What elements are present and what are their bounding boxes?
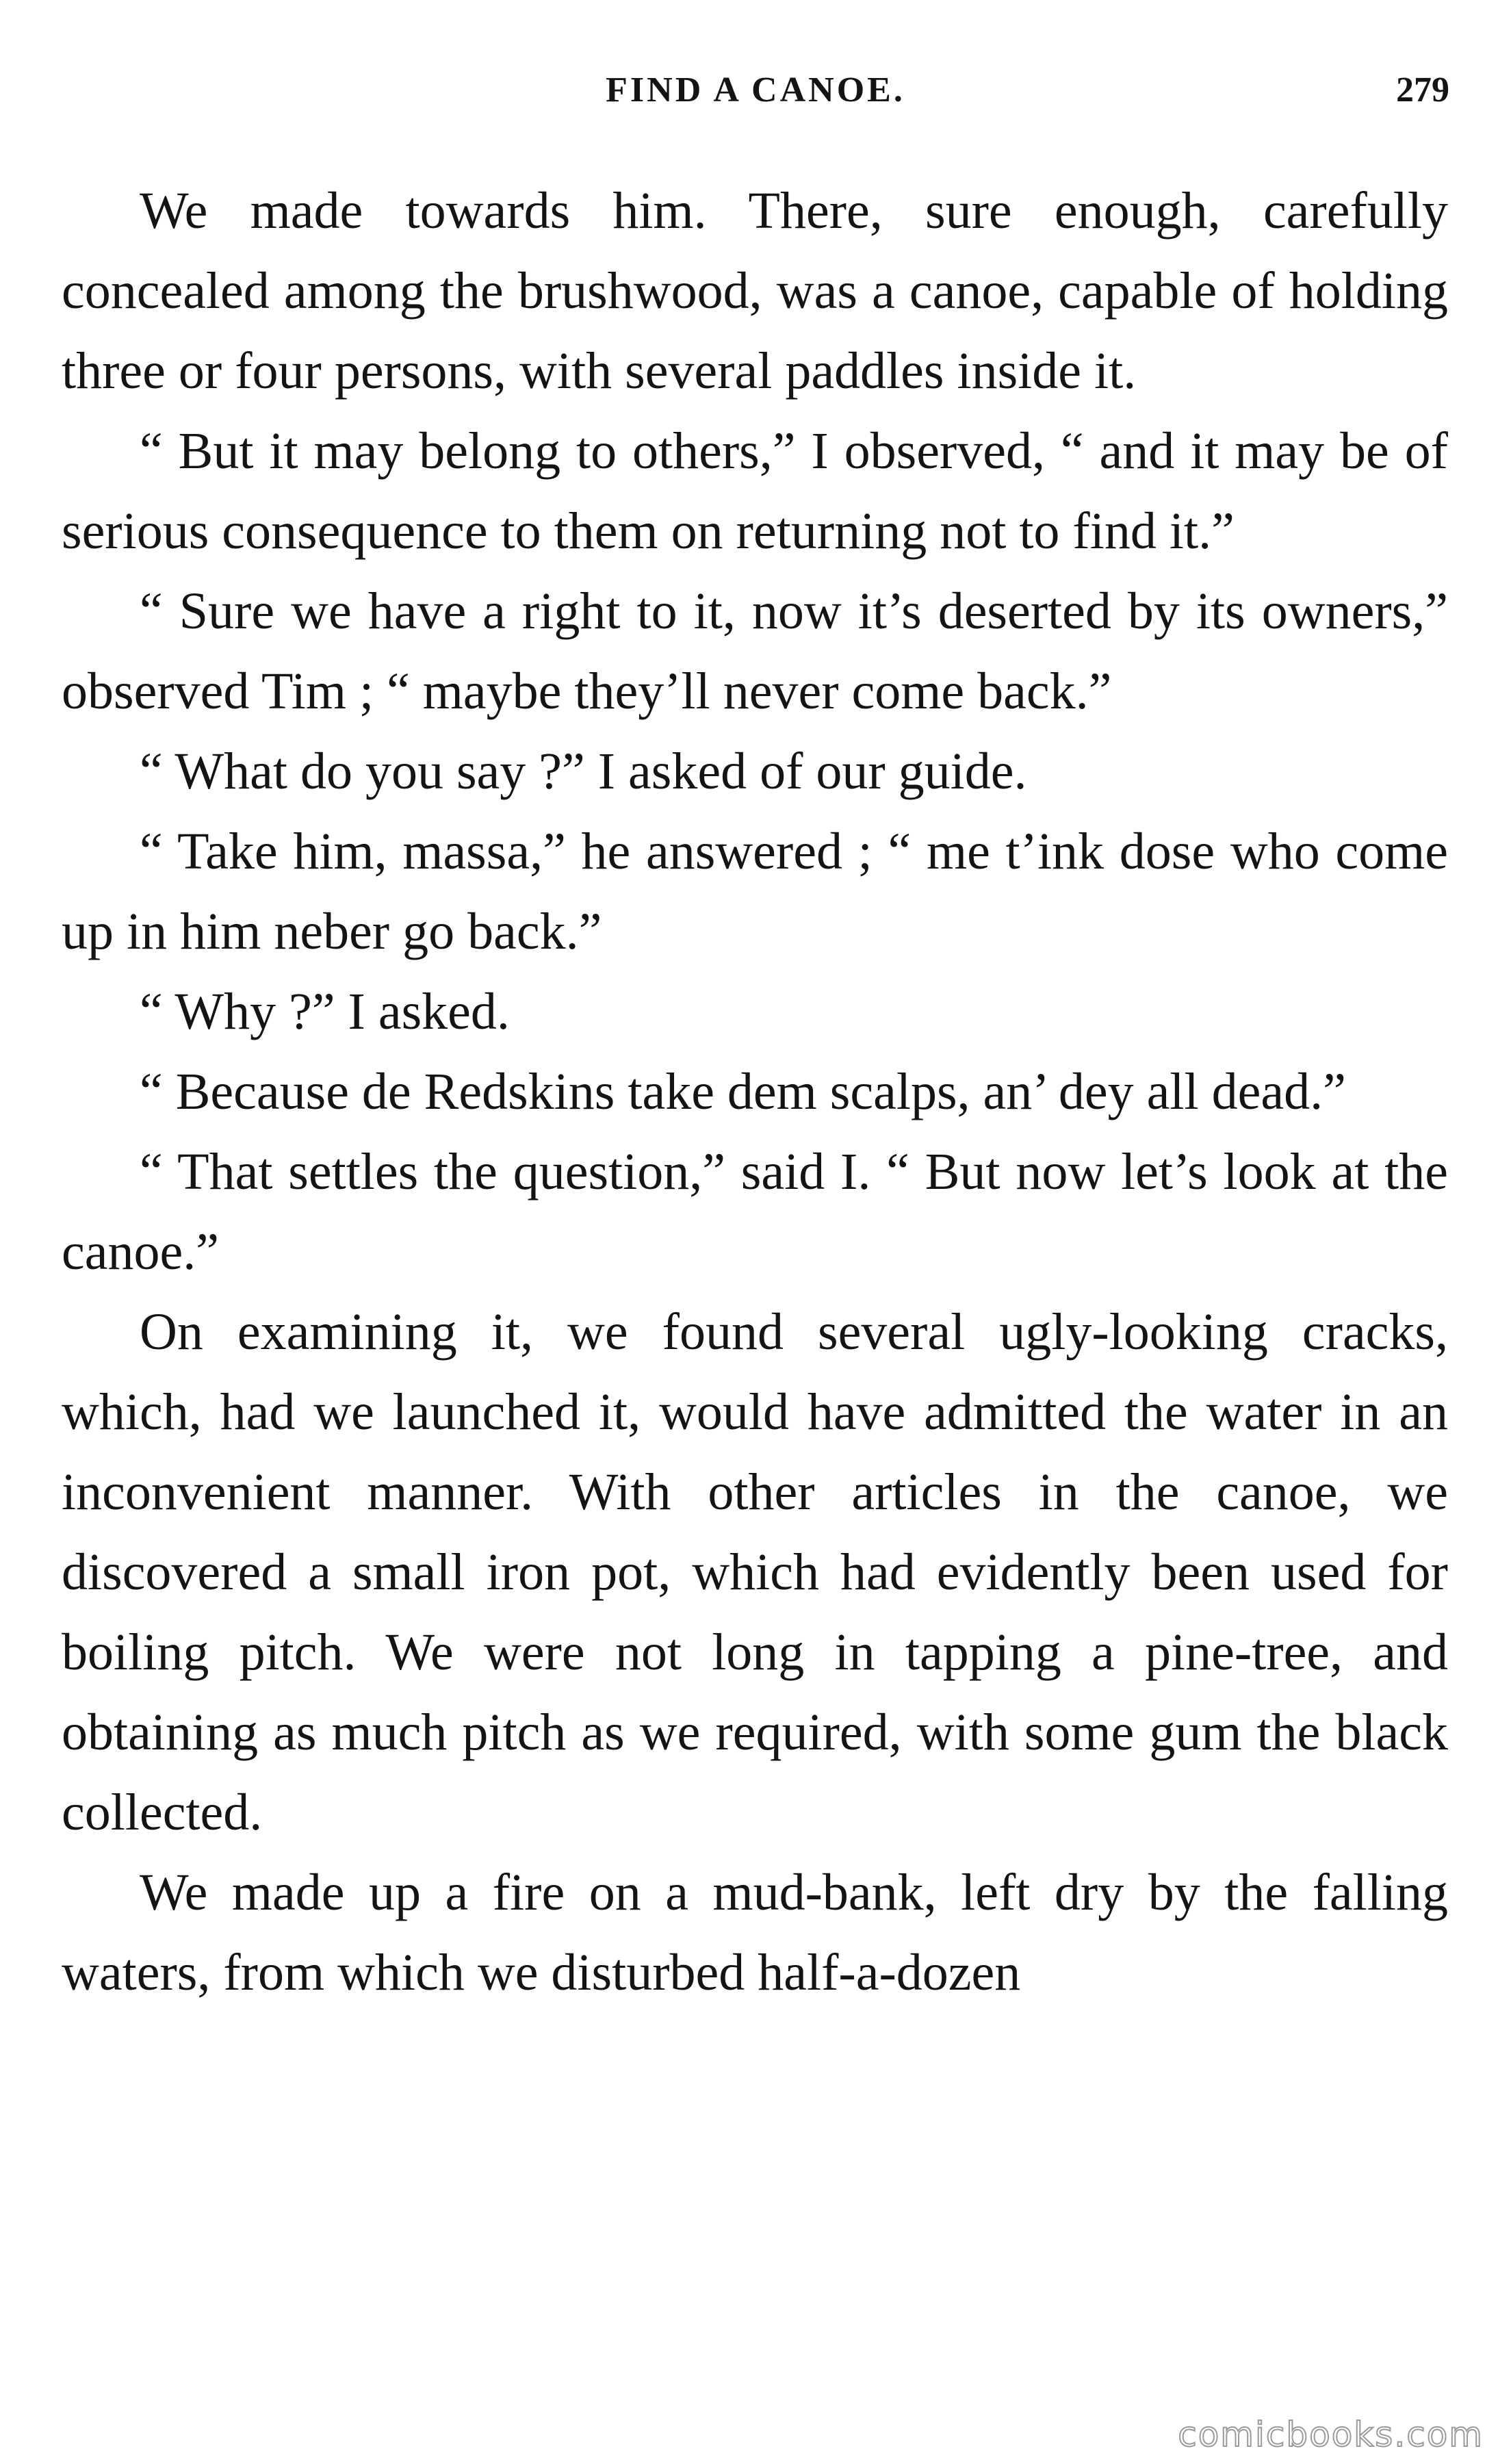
paragraph: “ That settles the question,” said I. “ But now let’s look at the canoe.” — [62, 1143, 1448, 1281]
paragraph: “ But it may belong to others,” I observed, “ and it may be of serious consequence to them on returning not to find it.” — [62, 422, 1448, 560]
watermark: comicbooks.com — [1178, 2415, 1484, 2454]
body-text — [62, 171, 1448, 2013]
page-number: 279 — [1396, 70, 1449, 110]
paragraph: “ What do you say ?” I asked of our guide. — [140, 743, 1027, 800]
paragraph: “ Why ?” I asked. — [140, 983, 510, 1040]
paragraph: “ Sure we have a right to it, now it’s deserted by its owners,” observed Tim ; “ maybe they’ll never come back.” — [62, 582, 1448, 720]
paragraph: We made up a fire on a mud-bank, left dry by the falling waters, from which we disturbed half-a-dozen — [62, 1864, 1448, 2001]
running-head — [62, 63, 1449, 118]
running-title: FIND A CANOE. — [606, 70, 905, 110]
paragraph: “ Because de Redskins take dem scalps, an’ dey all dead.” — [140, 1063, 1346, 1120]
paragraph: “ Take him, massa,” he answered ; “ me t’ink dose who come up in him neber go back.” — [62, 823, 1448, 960]
paragraph: On examining it, we found several ugly-looking cracks, which, had we launched it, would have admitted the water in an inconvenient manner. With other articles in the canoe, we discovered a small iron pot, which had evidently been used for boiling pitch. We were not long in tapping a pine-tree, and obtaining as much pitch as we required, with some gum the black collected. — [62, 1303, 1448, 1841]
paragraph: We made towards him. There, sure enough, carefully concealed among the brushwood, was a canoe, capable of holding three or four persons, with several paddles inside it. — [62, 182, 1448, 400]
